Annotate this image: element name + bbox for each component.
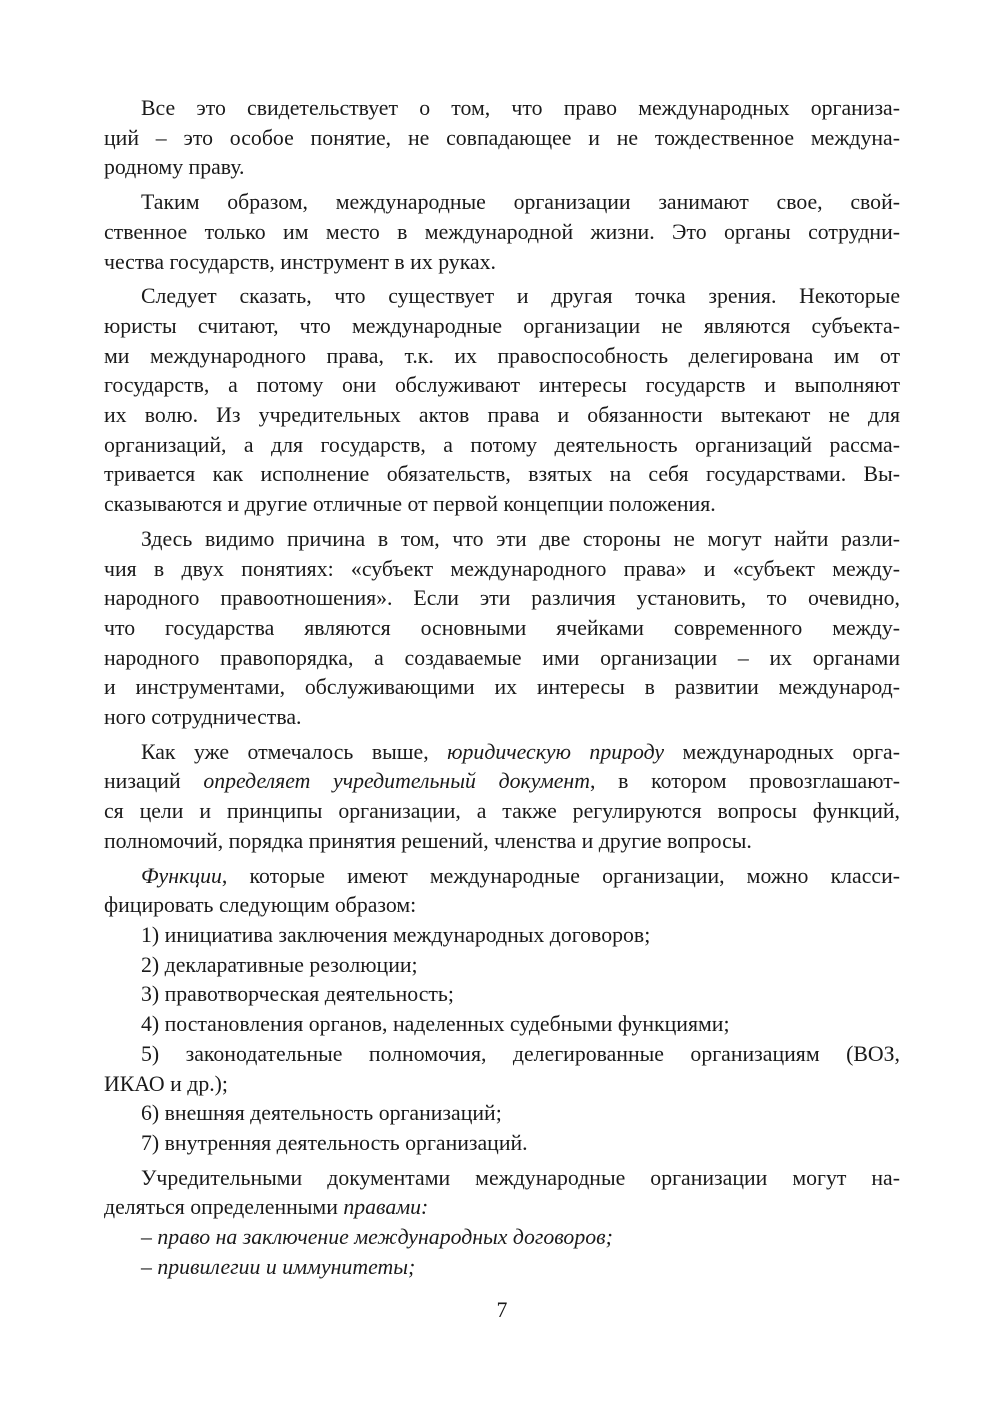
paragraph-1 [104, 94, 900, 183]
text-line: Следует сказать, что существует и другая точка зрения. Некоторые [141, 284, 900, 309]
rights-list [104, 1223, 900, 1282]
list-item: 5) законодательные полномочия, делегированные организациям (ВОЗ, [141, 1041, 900, 1066]
text-run: Как уже отмечалось выше, [141, 739, 448, 764]
list-item-continuation: ИКАО и др.); [104, 1071, 228, 1096]
italic-run: Функции [141, 863, 222, 888]
text-line [104, 862, 900, 892]
list-item: 6) внешняя деятельность организаций; [141, 1101, 502, 1126]
text-line: народного правоотношения». Если эти различия установить, то очевидно, [104, 586, 900, 611]
text-line: полномочий, порядка принятия решений, членства и другие вопросы. [104, 828, 752, 853]
paragraph-6 [104, 862, 900, 921]
text-line: ного сотрудничества. [104, 705, 302, 730]
text-line: родному праву. [104, 155, 245, 180]
text-line: государств, а потому они обслуживают интересы государств и выполняют [104, 373, 900, 398]
list-item: 4) постановления органов, наделенных судебными функциями; [141, 1012, 730, 1037]
text-line: чества государств, инструмент в их руках. [104, 249, 496, 274]
text-line: что государства являются основными ячейками современного между- [104, 615, 900, 640]
text-line [104, 1193, 900, 1223]
text-line: организаций, а для государств, а потому деятельность организаций рассма- [104, 432, 900, 457]
paragraph-3 [104, 282, 900, 520]
text-line: юристы считают, что международные организации не являются субъекта- [104, 313, 900, 338]
paragraph-4 [104, 525, 900, 733]
paragraph-5 [104, 738, 900, 857]
text-line: народного правопорядка, а создаваемые ими организации – их органами [104, 645, 900, 670]
text-line: и инструментами, обслуживающими их интересы в развитии международ- [104, 675, 900, 700]
italic-run: юридическую природу [447, 739, 665, 764]
text-line: чия в двух понятиях: «субъект международного права» и «субъект между- [104, 556, 900, 581]
text-line: Учредительными документами международные организации могут на- [141, 1165, 900, 1190]
text-line: Все это свидетельствует о том, что право международных организа- [141, 96, 900, 120]
text-line: ций – это особое понятие, не совпадающее и не тождественное междуна- [104, 125, 900, 150]
text-line: сказываются и другие отличные от первой концепции положения. [104, 492, 716, 517]
list-item: – право на заключение международных договоров; [141, 1225, 613, 1250]
text-line: Таким образом, международные организации занимают свое, свой- [141, 190, 900, 215]
list-item: 7) внутренняя деятельность организаций. [141, 1130, 528, 1155]
text-line: Здесь видимо причина в том, что эти две стороны не могут найти разли- [141, 526, 900, 551]
functions-list [104, 921, 900, 1159]
paragraph-7 [104, 1164, 900, 1223]
text-line: тривается как исполнение обязательств, взятых на себя государствами. Вы- [104, 462, 900, 487]
text-line: фицировать следующим образом: [104, 893, 417, 918]
text-run: международных орга- [664, 739, 900, 764]
italic-run: определяет учредительный документ [203, 769, 590, 794]
text-run: , в котором провозглашают- [589, 769, 900, 794]
text-run: низаций [104, 769, 204, 794]
text-run: , которые имеют международные организации, можно класси- [221, 863, 900, 888]
text-line: ся цели и принципы организации, а также регулируются вопросы функций, [104, 799, 900, 824]
text-line [104, 767, 900, 797]
text-line [104, 738, 900, 768]
page-number: 7 [496, 1298, 508, 1322]
list-item: 1) инициатива заключения международных договоров; [141, 922, 651, 947]
text-line: ми международного права, т.к. их правоспособность делегирована им от [104, 343, 900, 368]
page-body [104, 94, 900, 1282]
list-item: 3) правотворческая деятельность; [141, 982, 454, 1007]
list-item: – привилегии и иммунитеты; [141, 1254, 416, 1279]
list-item: 2) декларативные резолюции; [141, 952, 418, 977]
text-line: ственное только им место в международной жизни. Это органы сотрудни- [104, 219, 900, 244]
paragraph-2 [104, 188, 900, 277]
text-run: деляться определенными [104, 1195, 344, 1220]
text-line: их волю. Из учредительных актов права и обязанности вытекают не для [104, 403, 900, 428]
italic-run: правами: [343, 1195, 429, 1220]
